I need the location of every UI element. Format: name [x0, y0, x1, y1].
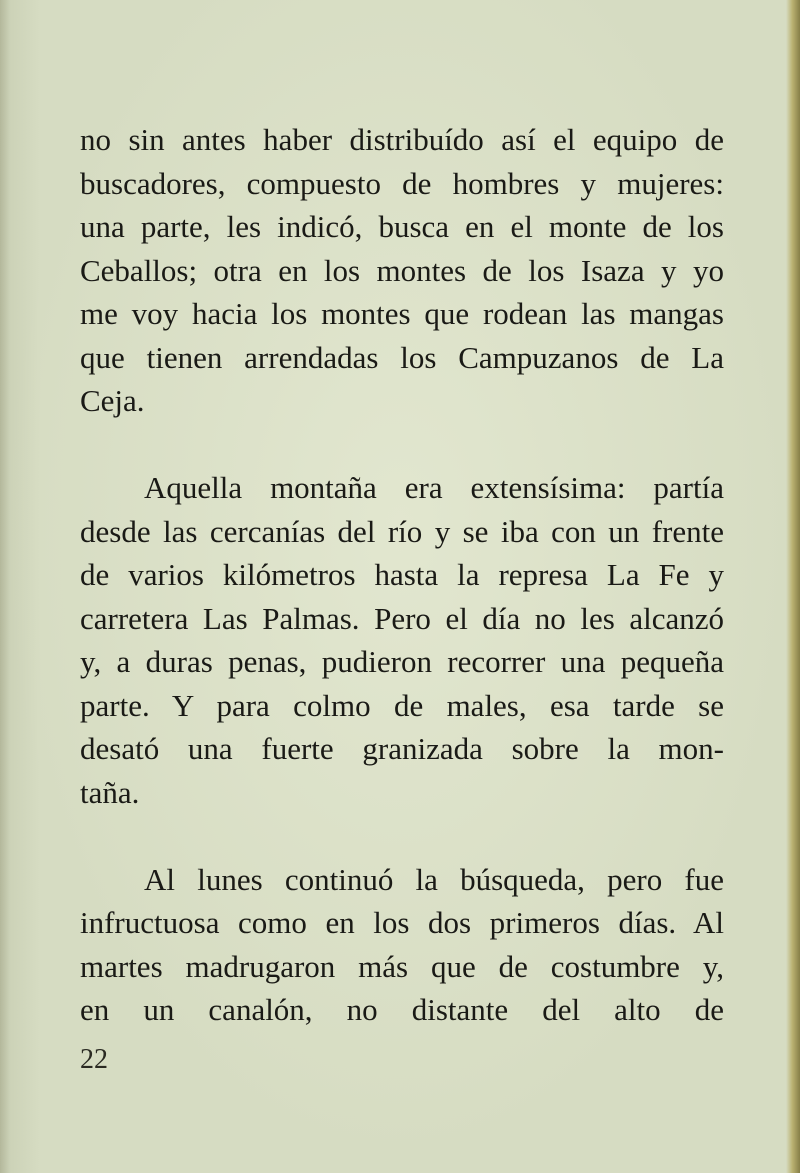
paragraph-2	[80, 466, 724, 814]
text-line: Al lunes continuó la búsqueda, pero fue	[144, 861, 724, 897]
page-edge	[786, 0, 800, 1173]
text-line: infructuosa como en los dos primeros días. Al	[80, 905, 724, 940]
text-line: Aquella montaña era extensísima: partía	[144, 470, 724, 505]
text-line: que tienen arrendadas los Campuzanos de La	[80, 339, 724, 375]
text-line: una parte, les indicó, busca en el monte de los	[80, 209, 724, 244]
text-line: martes madrugaron más que de costumbre y,	[80, 948, 724, 984]
paragraph-gap	[80, 814, 724, 858]
text-line: Ceballos; otra en los montes de los Isaza y yo	[80, 252, 724, 288]
page-gutter-shadow	[0, 0, 10, 1173]
text-line: no sin antes haber distribuído así el equipo de	[80, 122, 724, 157]
text-line: y, a duras penas, pudieron recorrer una pequeña	[80, 644, 724, 679]
text-line: me voy hacia los montes que rodean las mangas	[80, 296, 724, 331]
body-text	[80, 118, 724, 1032]
page-number: 22	[80, 1044, 108, 1075]
text-line: carretera Las Palmas. Pero el día no les alcanzó	[80, 600, 724, 636]
text-line: taña.	[80, 774, 140, 810]
text-line: buscadores, compuesto de hombres y mujeres:	[80, 165, 724, 201]
text-line: desató una fuerte granizada sobre la mon-	[80, 731, 724, 766]
text-line: de varios kilómetros hasta la represa La Fe y	[80, 557, 724, 592]
text-line: en un canalón, no distante del alto de	[80, 992, 724, 1027]
text-line: desde las cercanías del río y se iba con un frente	[80, 513, 724, 549]
paragraph-1	[80, 118, 724, 423]
text-line: parte. Y para colmo de males, esa tarde se	[80, 687, 724, 723]
paragraph-gap	[80, 423, 724, 467]
text-line: Ceja.	[80, 383, 145, 418]
paragraph-3	[80, 858, 724, 1032]
